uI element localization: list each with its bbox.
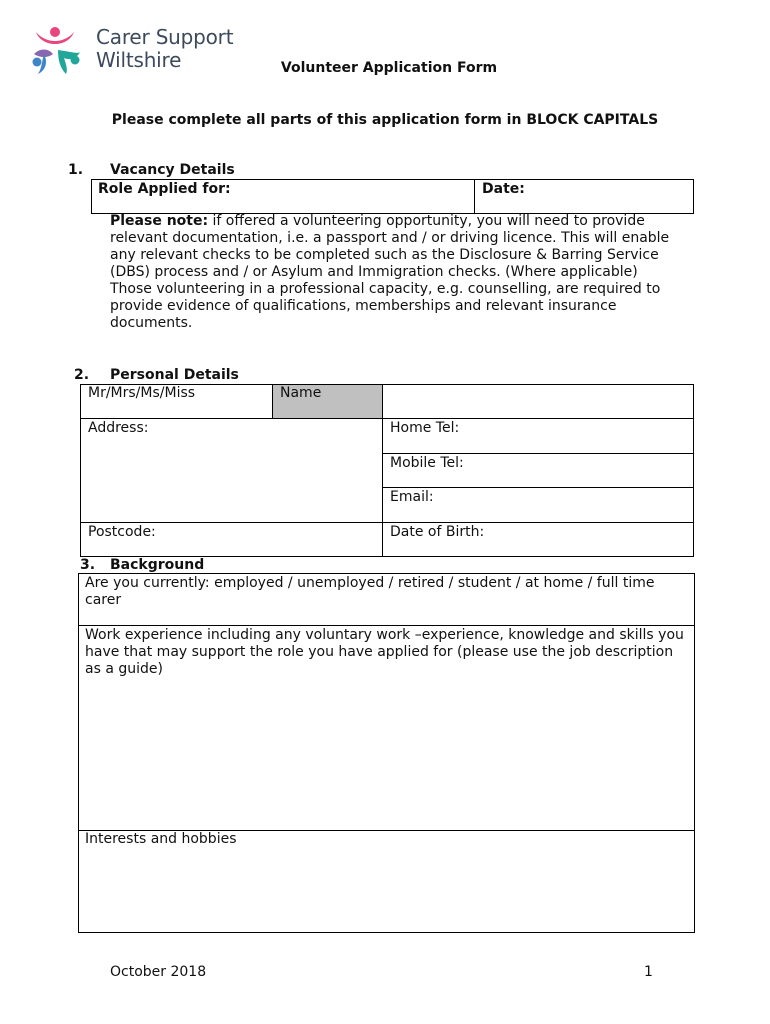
vacancy-note xyxy=(110,213,670,332)
work-experience-label: Work experience including any voluntary work –experience, knowledge and skills you have that may support the role you have applied for (please use the job description as a guide) xyxy=(85,627,684,677)
note-body: if offered a volunteering opportunity, you will need to provide relevant documentation, i.e. a passport and / or driving licence. This will enable any relevant checks to be completed such as the Disclosure & Barring Service (DBS) process and / or Asylum and Immigration checks. (Where applicable) xyxy=(110,213,670,280)
address-label: Address: xyxy=(88,420,149,436)
postcode-label: Postcode: xyxy=(88,524,156,540)
interests-label: Interests and hobbies xyxy=(85,831,237,847)
employment-status-label: Are you currently: employed / unemployed / retired / student / at home / full time carer xyxy=(85,575,655,608)
page-number: 1 xyxy=(644,964,653,980)
date-label: Date: xyxy=(482,181,525,197)
personal-row-line-2 xyxy=(382,453,694,454)
section-2-title: Personal Details xyxy=(110,367,239,383)
section-1-title: Vacancy Details xyxy=(110,162,235,178)
note-lead: Please note: xyxy=(110,213,209,229)
footer-date: October 2018 xyxy=(110,964,207,980)
interests-field[interactable] xyxy=(79,850,694,932)
home-tel-label: Home Tel: xyxy=(390,420,460,436)
background-row-line-1 xyxy=(78,625,695,626)
role-applied-field[interactable] xyxy=(92,180,474,213)
mobile-tel-label: Mobile Tel: xyxy=(390,455,464,471)
role-applied-label: Role Applied for: xyxy=(98,181,231,197)
note-body-2: Those volunteering in a professional capacity, e.g. counselling, are required to provide evidence of qualifications, memberships and relevant insurance documents. xyxy=(110,281,661,331)
name-field[interactable] xyxy=(383,385,693,418)
section-3-number: 3. xyxy=(80,557,96,573)
org-name-line1: Carer Support xyxy=(96,25,234,49)
date-of-birth-label: Date of Birth: xyxy=(390,524,485,540)
form-title: Volunteer Application Form xyxy=(280,60,498,76)
org-name-line2: Wiltshire xyxy=(96,48,182,72)
work-experience-field[interactable] xyxy=(79,680,694,828)
email-label: Email: xyxy=(390,489,434,505)
title-label: Mr/Mrs/Ms/Miss xyxy=(88,385,196,401)
section-2-number: 2. xyxy=(74,367,90,383)
personal-row-line-1 xyxy=(80,418,694,419)
section-3-title: Background xyxy=(110,557,205,573)
intro-instructions: Please complete all parts of this application form in BLOCK CAPITALS xyxy=(111,112,659,128)
address-field[interactable] xyxy=(81,436,381,521)
personal-divider-1 xyxy=(272,384,273,419)
vacancy-note-paragraph xyxy=(110,213,670,281)
date-field[interactable] xyxy=(475,180,693,213)
personal-row-line-4 xyxy=(80,522,694,523)
personal-row-line-3 xyxy=(382,487,694,488)
section-1-number: 1. xyxy=(68,162,84,178)
name-label: Name xyxy=(280,385,322,401)
